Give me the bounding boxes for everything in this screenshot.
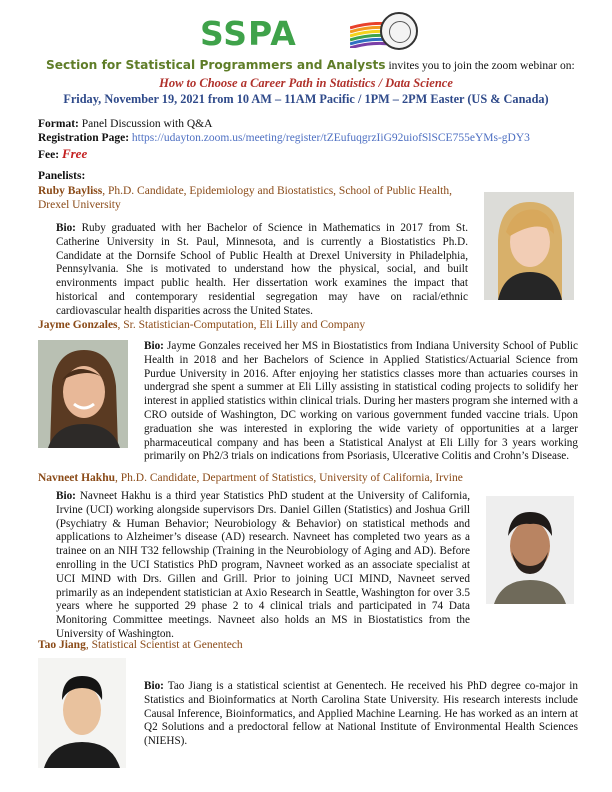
association-seal-icon bbox=[380, 12, 418, 50]
panelist-photo bbox=[486, 496, 574, 604]
fee-label: Fee: bbox=[38, 149, 60, 161]
bio-label: Bio: bbox=[144, 340, 164, 352]
format-value: Panel Discussion with Q&A bbox=[78, 118, 213, 130]
panelist-name: Jayme Gonzales bbox=[38, 319, 118, 331]
bio-text: Navneet Hakhu is a third year Statistics PhD student at the University of California, Irvine (UCI) working alongside supervisors Drs. Daniel Gillen (Statistics) and Joshua Grill (Psychiatry & Human Behavior; Neurobiology & Behavior) on statistical methods and applications to Alzheimer’s disease (AD) research. Navneet has completed two years as a trainee on an NIH T32 fellowship (Training in the Neurobiology of Aging and AD). Before enrolling in the UCI Statistics PhD program, Navneet worked as an associate specialist at UCI MIND with Drs. Gillen and Grill. Prior to joining UCI MIND, Navneet served primarily as an independent statistician at Axio Research in Seattle, Washington for over 3.5 years where he supported 29 phase 2 to 4 clinical trials and participated in 74 Data Monitoring Committee meetings. Navneet also holds an MS in Biostatistics from the University of Washington. bbox=[56, 490, 471, 640]
panelist-name: Tao Jiang bbox=[38, 639, 86, 651]
invite-text: invites you to join the zoom webinar on: bbox=[385, 60, 575, 72]
panelist-name-line bbox=[38, 638, 578, 652]
portrait-image bbox=[38, 658, 126, 768]
bio-text: Jayme Gonzales received her MS in Biostatistics from Indiana University School of Public Health in 2018 and her Bachelors of Science in Applied Statistics/Actuarial Science from Purdue University in 2016. After enjoying her statistics classes more than actuaries courses in undergrad she spent a summer at Eli Lilly assisting in statistical coding projects to solidify her interest in applied statistics within clinical trials. During her masters program she interned with a CRO outside of Washington, DC working on various government funded vaccine trials. Upon graduation she was interested in exploring the wide variety of opportunities at a larger pharmaceutical company and has been a Statistical Analyst at Eli Lilly for 3 years working primarily on Ph2/3 trials on indications from Psoriasis, Ulcerative Colitis and Crohn’s Disease. bbox=[144, 340, 578, 463]
bio-label: Bio: bbox=[144, 680, 164, 692]
fee-row bbox=[38, 146, 87, 162]
panelist-bio bbox=[144, 680, 578, 749]
panelist-name-line bbox=[38, 318, 578, 332]
registration-row bbox=[38, 132, 530, 144]
portrait-image bbox=[486, 496, 574, 604]
fee-value: Free bbox=[61, 146, 88, 161]
webinar-date: Friday, November 19, 2021 from 10 AM – 11AM Pacific / 1PM – 2PM Easter (US & Canada) bbox=[63, 92, 549, 106]
panelist-bio bbox=[56, 222, 468, 319]
panelist-name-line bbox=[38, 184, 468, 212]
portrait-image bbox=[484, 192, 574, 300]
panelist-affiliation: , Sr. Statistician-Computation, Eli Lilly and Company bbox=[117, 319, 366, 331]
webinar-title: How to Choose a Career Path in Statistics / Data Science bbox=[159, 76, 453, 90]
panelist-affiliation: , Statistical Scientist at Genentech bbox=[85, 639, 243, 651]
org-name: Section for Statistical Programmers and Analysts bbox=[46, 58, 386, 72]
panelist-photo bbox=[484, 192, 574, 300]
portrait-image bbox=[38, 340, 128, 448]
bio-label: Bio: bbox=[56, 222, 76, 234]
panelist-name: Navneet Hakhu bbox=[38, 472, 115, 484]
invitation-line bbox=[46, 58, 575, 72]
panelist-bio bbox=[56, 490, 470, 642]
format-row bbox=[38, 118, 212, 130]
panelists-heading: Panelists: bbox=[38, 170, 86, 182]
registration-link[interactable]: https://udayton.zoom.us/meeting/register/tZEufuqgrzIiG92uiofSlSCE755eYMs-gDY3 bbox=[131, 132, 530, 144]
bio-text: Tao Jiang is a statistical scientist at Genentech. He received his PhD degree co-major in Statistics and Bioinformatics at North Carolina State University. His research interests include Causal Inference, Bioinformatics, and Applied Machine Learning. He has worked as an intern at Q2 Solutions and a predoctoral fellow at National Institute of Environmental Health Sciences (NIEHS). bbox=[144, 680, 578, 748]
panelist-name-line bbox=[38, 471, 578, 485]
panelist-bio bbox=[144, 340, 578, 464]
logo-text: SSPA bbox=[200, 14, 297, 53]
registration-label: Registration Page: bbox=[38, 132, 130, 144]
bio-label: Bio: bbox=[56, 490, 76, 502]
panelist-affiliation: , Ph.D. Candidate, Department of Statistics, University of California, Irvine bbox=[115, 472, 463, 484]
panelist-photo bbox=[38, 658, 126, 768]
panelist-name: Ruby Bayliss bbox=[38, 185, 103, 197]
bio-text: Ruby graduated with her Bachelor of Science in Mathematics in 2017 from St. Catherine University in St. Paul, Minnesota, and is currently a Biostatistics Ph.D. Candidate at the Dornsife School of Public Health at Drexel University in Philadelphia, Pennsylvania. She is motivated to understand how the physical, social, and built environments impact public health. Her dissertation work examines the impact that historical and contemporary residential segregation may have on racial/ethnic cardiovascular health disparities across the United States. bbox=[56, 222, 468, 317]
panelist-affiliation: , Ph.D. Candidate, Epidemiology and Biostatistics, School of Public Health, Drexel University bbox=[38, 185, 452, 211]
panelist-photo bbox=[38, 340, 128, 448]
format-label: Format: bbox=[38, 118, 79, 130]
